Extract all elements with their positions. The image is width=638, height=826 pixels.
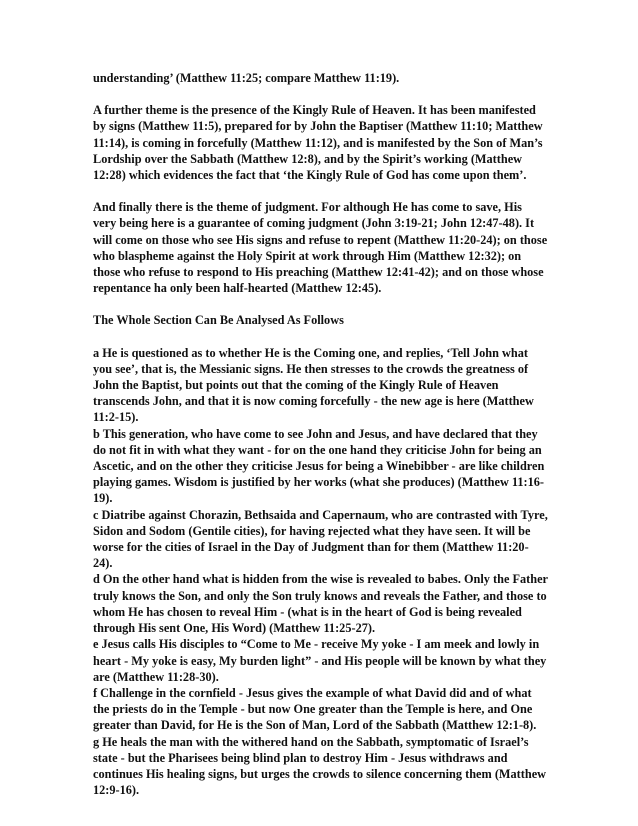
outline-list — [93, 345, 548, 799]
outline-item-g: g He heals the man with the withered hand on the Sabbath, symptomatic of Israel’s state - but the Pharisees being blind plan to destroy Him - Jesus withdraws and continues His healing signs, but urges the crowds to silence concerning them (Matthew 12:9-16). — [93, 734, 547, 798]
paragraph-continuation: understanding’ (Matthew 11:25; compare Matthew 11:19). — [93, 71, 400, 85]
document-page — [93, 70, 548, 798]
outline-item-e: e Jesus calls His disciples to “Come to Me - receive My yoke - I am meek and lowly in heart - My yoke is easy, My burden light” - and His people will be known by what they are (Matthew 11:28-30). — [93, 637, 547, 684]
outline-item-b: b This generation, who have come to see John and Jesus, and have declared that they do not fit in with what they want - for on the one hand they criticise John for being an Ascetic, and on the other they criticise Jesus for being a Winebibber - are like children playing games. Wisdom is justified by her works (what she produces) (Matthew 11:16-19). — [93, 426, 545, 506]
outline-item-c: c Diatribe against Chorazin, Bethsaida and Capernaum, who are contrasted with Tyre, Sidon and Sodom (Gentile cities), for having rejected what they have seen. It will be worse for the cities of Israel in the Day of Judgment than for them (Matthew 11:20-24). — [93, 507, 548, 571]
section-heading: The Whole Section Can Be Analysed As Follows — [93, 313, 344, 328]
outline-item-f: f Challenge in the cornfield - Jesus gives the example of what David did and of what the priests do in the Temple - but now One greater than the Temple is here, and One greater than David, for He is the Son of Man, Lord of the Sabbath (Matthew 12:1-8). — [93, 685, 537, 733]
paragraph-kingly-rule: A further theme is the presence of the Kingly Rule of Heaven. It has been manifested by signs (Matthew 11:5), prepared for by John the Baptiser (Matthew 11:10; Matthew 11:14), is coming in forcefully (Matthew 11:12), and is manifested by the Son of Man’s Lordship over the Sabbath (Matthew 12:8), and by the Spirit’s working (Matthew 12:28) which evidences the fact that ‘the Kingly Rule of God has come upon them’. — [93, 103, 543, 183]
outline-item-a: a He is questioned as to whether He is the Coming one, and replies, ‘Tell John what you see’, that is, the Messianic signs. He then stresses to the crowds the greatness of John the Baptist, but points out that the coming of the Kingly Rule of Heaven transcends John, and that it is now coming forcefully - the new age is here (Matthew 11:2-15). — [93, 345, 534, 425]
outline-item-d: d On the other hand what is hidden from the wise is revealed to babes. Only the Father truly knows the Son, and only the Son truly knows and reveals the Father, and those to whom He has chosen to reveal Him - (what is in the heart of God is being revealed through His sent One, His Word) (Matthew 11:25-27). — [93, 572, 548, 636]
paragraph-judgment: And finally there is the theme of judgment. For although He has come to save, His very being here is a guarantee of coming judgment (John 3:19-21; John 12:47-48). It will come on those who see His signs and refuse to repent (Matthew 11:20-24); on those who blaspheme against the Holy Spirit at work through Him (Matthew 12:32); on those who refuse to respond to His preaching (Matthew 12:41-42); and on those whose repentance ha only been half-hearted (Matthew 12:45). — [93, 200, 548, 296]
